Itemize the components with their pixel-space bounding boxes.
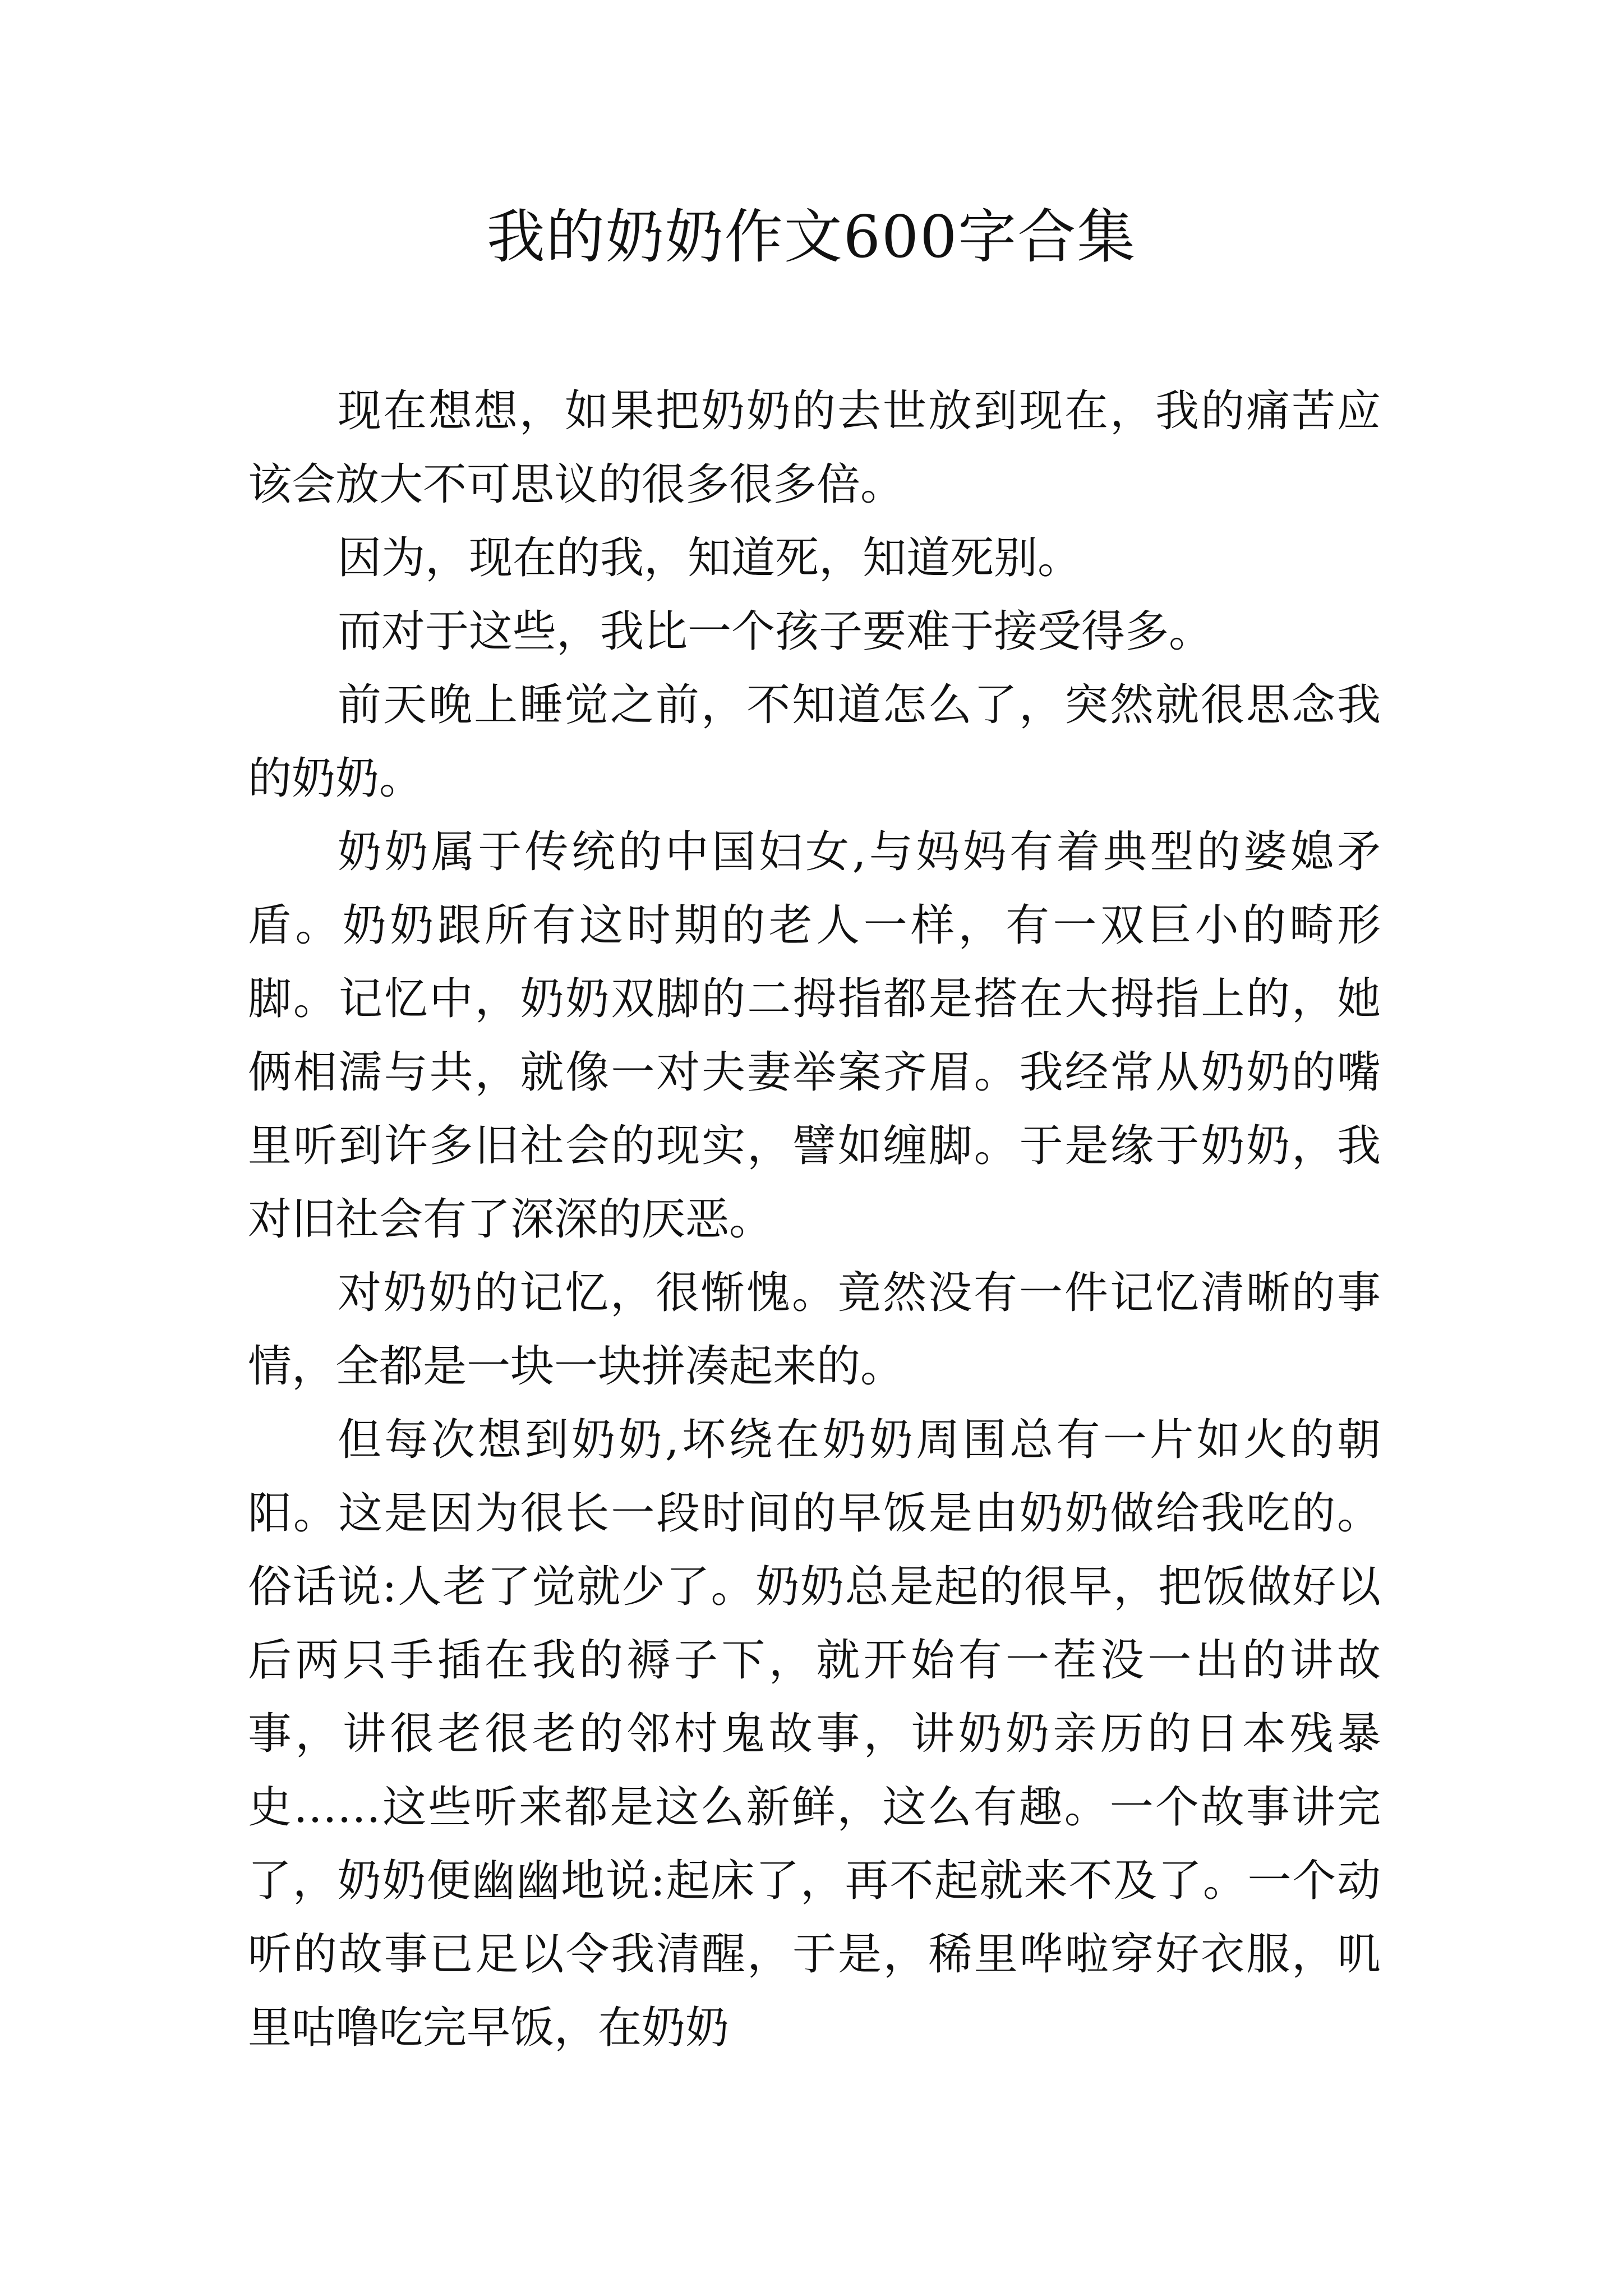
paragraph: 奶奶属于传统的中国妇女,与妈妈有着典型的婆媳矛盾。奶奶跟所有这时期的老人一样，有一双巨小的畸形脚。记忆中，奶奶双脚的二拇指都是搭在大拇指上的，她俩相濡与共，就像一对夫妻举案齐眉。我经常从奶奶的嘴里听到许多旧社会的现实，譬如缠脚。于是缘于奶奶，我对旧社会有了深深的厌恶。 [248, 827, 1381, 1245]
paragraph: 但每次想到奶奶,坏绕在奶奶周围总有一片如火的朝阳。这是因为很长一段时间的早饭是由奶奶做给我吃的。俗话说:人老了觉就少了。奶奶总是起的很早，把饭做好以后两只手插在我的褥子下，就开始有一茬没一出的讲故事，讲很老很老的邻村鬼故事，讲奶奶亲历的日本残暴史……这些听来都是这么新鲜，这么有趣。一个故事讲完了，奶奶便幽幽地说:起床了，再不起就来不及了。一个动听的故事已足以令我清醒，于是，稀里哗啦穿好衣服，叽里咕噜吃完早饭，在奶奶 [248, 1415, 1381, 2053]
document-body [248, 375, 1381, 2065]
paragraph: 而对于这些，我比一个孩子要难于接受得多。 [338, 606, 1213, 657]
paragraph: 前天晚上睡觉之前，不知道怎么了，突然就很思念我的奶奶。 [248, 680, 1381, 804]
paragraph: 现在想想，如果把奶奶的去世放到现在，我的痛苦应该会放大不可思议的很多很多倍。 [248, 386, 1381, 510]
paragraph: 因为，现在的我，知道死，知道死别。 [338, 533, 1082, 583]
document-title: 我的奶奶作文600字合集 [486, 203, 1137, 271]
paragraph: 对奶奶的记忆，很惭愧。竟然没有一件记忆清晰的事情，全都是一块一块拼凑起来的。 [248, 1268, 1381, 1392]
